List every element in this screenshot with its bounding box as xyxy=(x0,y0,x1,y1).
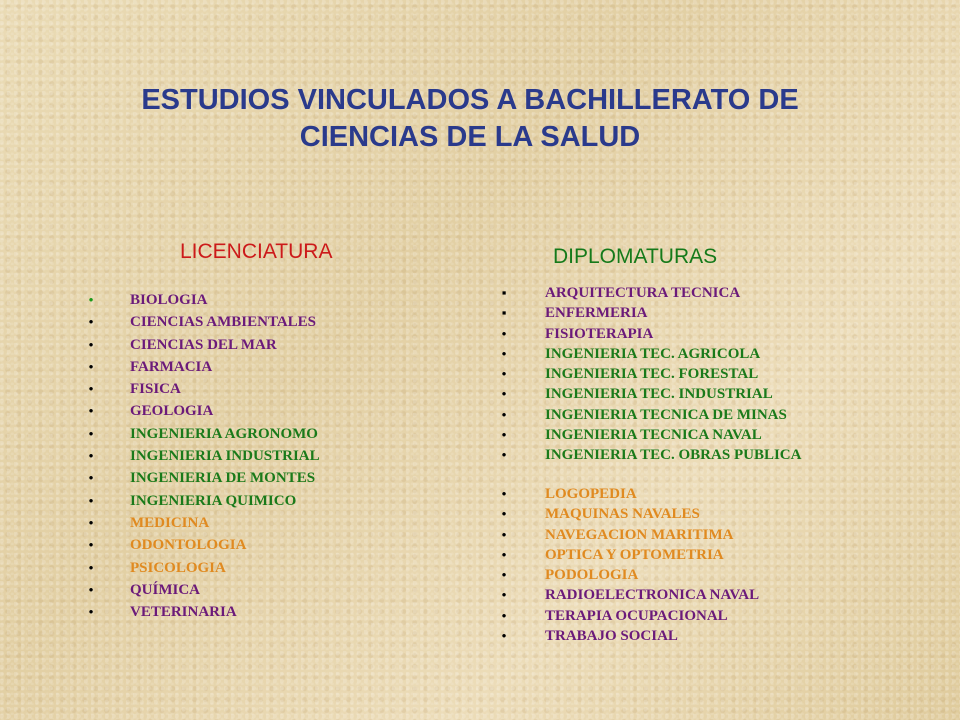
list-item-label: ARQUITECTURA TECNICA xyxy=(545,285,741,301)
list-item-label: QUÍMICA xyxy=(130,581,200,598)
list-item-label: INGENIERIA DE MONTES xyxy=(130,470,316,487)
bullet-icon: ▪ xyxy=(501,285,507,300)
list-item-label: INGENIERIA INDUSTRIAL xyxy=(130,448,320,465)
bullet-icon: • xyxy=(88,336,94,352)
list-item-label: ENFERMERIA xyxy=(545,305,648,322)
bullet-icon: • xyxy=(88,425,94,441)
list-item-label: RADIOELECTRONICA NAVAL xyxy=(545,587,760,604)
bullet-icon: • xyxy=(501,366,507,382)
bullet-icon: • xyxy=(501,345,507,361)
bullet-icon: • xyxy=(88,581,94,597)
bullet-icon: • xyxy=(501,427,507,443)
list-item-label: NAVEGACION MARITIMA xyxy=(545,526,734,543)
bullet-icon: • xyxy=(501,587,507,603)
bullet-icon: • xyxy=(88,514,94,530)
list-item-label: FISICA xyxy=(130,381,181,398)
list-item-label: FISIOTERAPIA xyxy=(545,325,654,342)
list-item-label: INGENIERIA AGRONOMO xyxy=(130,425,318,442)
bullet-icon: • xyxy=(88,492,94,508)
bullet-icon: • xyxy=(501,506,507,522)
bullet-icon: • xyxy=(88,314,94,330)
bullet-icon: • xyxy=(501,486,507,501)
list-item-label: TERAPIA OCUPACIONAL xyxy=(545,607,728,624)
bullet-icon: • xyxy=(88,358,94,374)
list-item-label: VETERINARIA xyxy=(130,604,237,621)
bullet-icon: • xyxy=(501,628,507,644)
bullet-icon: • xyxy=(501,447,507,463)
list-item-label: OPTICA Y OPTOMETRIA xyxy=(545,546,724,563)
bullet-icon: • xyxy=(88,537,94,553)
bullet-icon: • xyxy=(501,406,507,422)
bullet-icon: • xyxy=(501,607,507,623)
list-item-label: MEDICINA xyxy=(130,514,210,531)
list-item-label: LOGOPEDIA xyxy=(545,486,637,502)
list-item-label: PODOLOGIA xyxy=(545,567,639,584)
bullet-icon: • xyxy=(88,403,94,419)
list-item-label: MAQUINAS NAVALES xyxy=(545,506,700,523)
bullet-icon: • xyxy=(501,567,507,583)
list-item-label: BIOLOGIA xyxy=(130,292,208,308)
licenciatura-heading: LICENCIATURA xyxy=(180,240,333,263)
list-item-label: ODONTOLOGIA xyxy=(130,537,247,554)
bullet-icon: • xyxy=(88,292,94,307)
bullet-icon: ▪ xyxy=(501,305,507,321)
bullet-icon: • xyxy=(88,381,94,397)
page-title: ESTUDIOS VINCULADOS A BACHILLERATO DE CIENCIAS DE LA SALUD xyxy=(141,84,799,153)
list-item-label: GEOLOGIA xyxy=(130,403,214,420)
bullet-icon: • xyxy=(501,386,507,402)
bullet-icon: • xyxy=(88,470,94,486)
list-item-label: CIENCIAS DEL MAR xyxy=(130,336,277,353)
list-item-label: INGENIERIA TEC. INDUSTRIAL xyxy=(545,386,773,403)
list-item-label: INGENIERIA TEC. FORESTAL xyxy=(545,366,759,383)
list-item-label: PSICOLOGIA xyxy=(130,559,226,576)
bullet-icon: • xyxy=(501,526,507,542)
list-item-label: INGENIERIA TECNICA DE MINAS xyxy=(545,406,787,423)
bullet-icon: • xyxy=(88,604,94,620)
bullet-icon: • xyxy=(88,448,94,464)
list-item-label: INGENIERIA TEC. AGRICOLA xyxy=(545,345,761,362)
list-item-label: INGENIERIA TECNICA NAVAL xyxy=(545,427,762,444)
list-item-label: INGENIERIA TEC. OBRAS PUBLICA xyxy=(545,447,802,464)
bullet-icon: • xyxy=(88,559,94,575)
bullet-icon: • xyxy=(501,546,507,562)
list-item-label: TRABAJO SOCIAL xyxy=(545,628,678,645)
bullet-icon: • xyxy=(501,325,507,341)
list-item-label: FARMACIA xyxy=(130,358,213,375)
list-item-label: INGENIERIA QUIMICO xyxy=(130,492,297,509)
diplomaturas-heading: DIPLOMATURAS xyxy=(553,245,718,268)
list-item-label: CIENCIAS AMBIENTALES xyxy=(130,314,317,331)
